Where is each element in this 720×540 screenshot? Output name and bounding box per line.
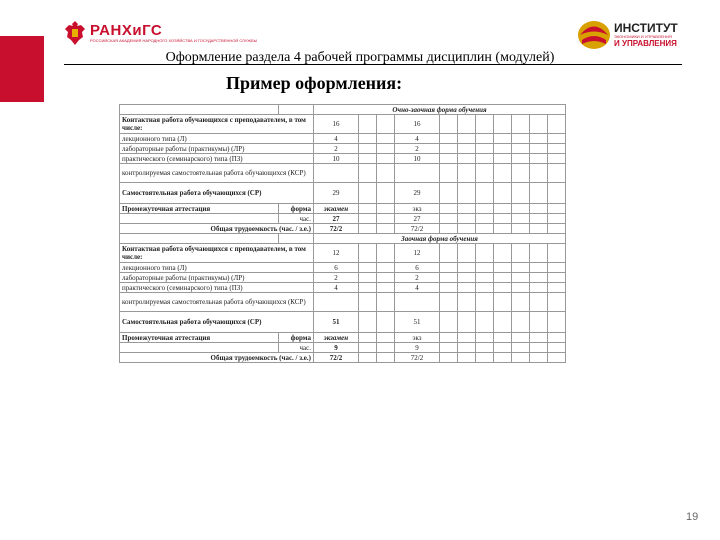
table-row xyxy=(120,183,566,204)
total-row xyxy=(120,224,566,234)
attestation-hours-row xyxy=(120,214,566,224)
form-value-2: экз xyxy=(395,333,440,343)
attestation-form-row xyxy=(120,333,566,343)
row-value-2: 2 xyxy=(395,273,440,283)
institute-logo-title: ИНСТИТУТ xyxy=(614,21,678,35)
row-value-1 xyxy=(314,164,359,183)
total-label: Общая трудоемкость (час. / з.е.) xyxy=(120,224,314,234)
row-value-2 xyxy=(395,293,440,312)
table-row xyxy=(120,134,566,144)
row-value-1: 10 xyxy=(314,154,359,164)
section-heading: Очно-заочная форма обучения xyxy=(314,105,566,115)
workload-table-wrapper xyxy=(119,104,566,363)
ranepa-logo-text: РАНХиГС xyxy=(90,22,163,39)
total-row xyxy=(120,353,566,363)
hours-label: час. xyxy=(279,214,314,224)
row-value-1: 2 xyxy=(314,144,359,154)
attestation-hours-row xyxy=(120,343,566,353)
table-row xyxy=(120,283,566,293)
accent-red-bar xyxy=(0,36,44,102)
row-value-2: 2 xyxy=(395,144,440,154)
total-value-2: 72/2 xyxy=(395,224,440,234)
form-label: форма xyxy=(279,333,314,343)
section-heading-row xyxy=(120,105,566,115)
row-value-1: 12 xyxy=(314,244,359,263)
workload-table xyxy=(119,104,566,363)
row-value-2: 12 xyxy=(395,244,440,263)
row-value-2: 51 xyxy=(395,312,440,333)
row-label: контролируемая самостоятельная работа обучающихся (КСР) xyxy=(120,293,314,312)
row-label: практического (семинарского) типа (ПЗ) xyxy=(120,154,314,164)
row-label: Контактная работа обучающихся с преподавателем, в том числе: xyxy=(120,244,314,263)
row-value-1: 4 xyxy=(314,283,359,293)
table-row xyxy=(120,263,566,273)
total-value-2: 72/2 xyxy=(395,353,440,363)
page-number: 19 xyxy=(686,511,699,523)
total-value-1: 72/2 xyxy=(314,224,359,234)
table-row xyxy=(120,312,566,333)
form-value-2: экз xyxy=(395,204,440,214)
row-label: практического (семинарского) типа (ПЗ) xyxy=(120,283,314,293)
example-heading: Пример оформления: xyxy=(226,73,403,93)
hours-value-1: 27 xyxy=(314,214,359,224)
row-value-2: 29 xyxy=(395,183,440,204)
row-value-2: 4 xyxy=(395,134,440,144)
row-value-2: 4 xyxy=(395,283,440,293)
slide-title: Оформление раздела 4 рабочей программы дисциплин (модулей) xyxy=(165,50,555,65)
hours-value-2: 27 xyxy=(395,214,440,224)
row-value-1: 51 xyxy=(314,312,359,333)
table-row xyxy=(120,115,566,134)
total-value-1: 72/2 xyxy=(314,353,359,363)
row-label: лекционного типа (Л) xyxy=(120,134,314,144)
table-row xyxy=(120,164,566,183)
form-value-1: экзамен xyxy=(314,333,359,343)
table-row xyxy=(120,273,566,283)
table-row xyxy=(120,244,566,263)
row-label: контролируемая самостоятельная работа обучающихся (КСР) xyxy=(120,164,314,183)
table-row xyxy=(120,154,566,164)
table-row xyxy=(120,144,566,154)
row-value-1: 29 xyxy=(314,183,359,204)
row-label: Самостоятельная работа обучающихся (СР) xyxy=(120,183,314,204)
row-value-1: 6 xyxy=(314,263,359,273)
attestation-form-row xyxy=(120,204,566,214)
table-row xyxy=(120,293,566,312)
institute-logo xyxy=(577,20,678,50)
row-value-2: 16 xyxy=(395,115,440,134)
row-value-1: 16 xyxy=(314,115,359,134)
ranepa-logo xyxy=(64,20,257,46)
form-value-1: экзамен xyxy=(314,204,359,214)
row-value-2: 10 xyxy=(395,154,440,164)
form-label: форма xyxy=(279,204,314,214)
institute-emblem-icon xyxy=(577,20,611,50)
row-value-2 xyxy=(395,164,440,183)
row-label: лабораторные работы (практикумы) (ЛР) xyxy=(120,144,314,154)
hours-label: час. xyxy=(279,343,314,353)
row-value-1: 2 xyxy=(314,273,359,283)
total-label: Общая трудоемкость (час. / з.е.) xyxy=(120,353,314,363)
row-label: лекционного типа (Л) xyxy=(120,263,314,273)
eagle-emblem-icon xyxy=(64,20,86,46)
row-label: Самостоятельная работа обучающихся (СР) xyxy=(120,312,314,333)
attestation-label: Промежуточная аттестация xyxy=(120,204,279,214)
row-label: Контактная работа обучающихся с преподавателем, в том числе: xyxy=(120,115,314,134)
attestation-label: Промежуточная аттестация xyxy=(120,333,279,343)
section-heading: Заочная форма обучения xyxy=(314,234,566,244)
row-value-1 xyxy=(314,293,359,312)
institute-logo-subtitle: И УПРАВЛЕНИЯ xyxy=(614,39,677,48)
hours-value-1: 9 xyxy=(314,343,359,353)
institute-logo-subtext: ЭКОНОМИКИ И УПРАВЛЕНИЯ xyxy=(614,34,672,39)
row-label: лабораторные работы (практикумы) (ЛР) xyxy=(120,273,314,283)
section-heading-row xyxy=(120,234,566,244)
hours-value-2: 9 xyxy=(395,343,440,353)
row-value-1: 4 xyxy=(314,134,359,144)
ranepa-logo-subtext: РОССИЙСКАЯ АКАДЕМИЯ НАРОДНОГО ХОЗЯЙСТВА И ГОСУДАРСТВЕННОЙ СЛУЖБЫ xyxy=(90,38,258,43)
row-value-2: 6 xyxy=(395,263,440,273)
